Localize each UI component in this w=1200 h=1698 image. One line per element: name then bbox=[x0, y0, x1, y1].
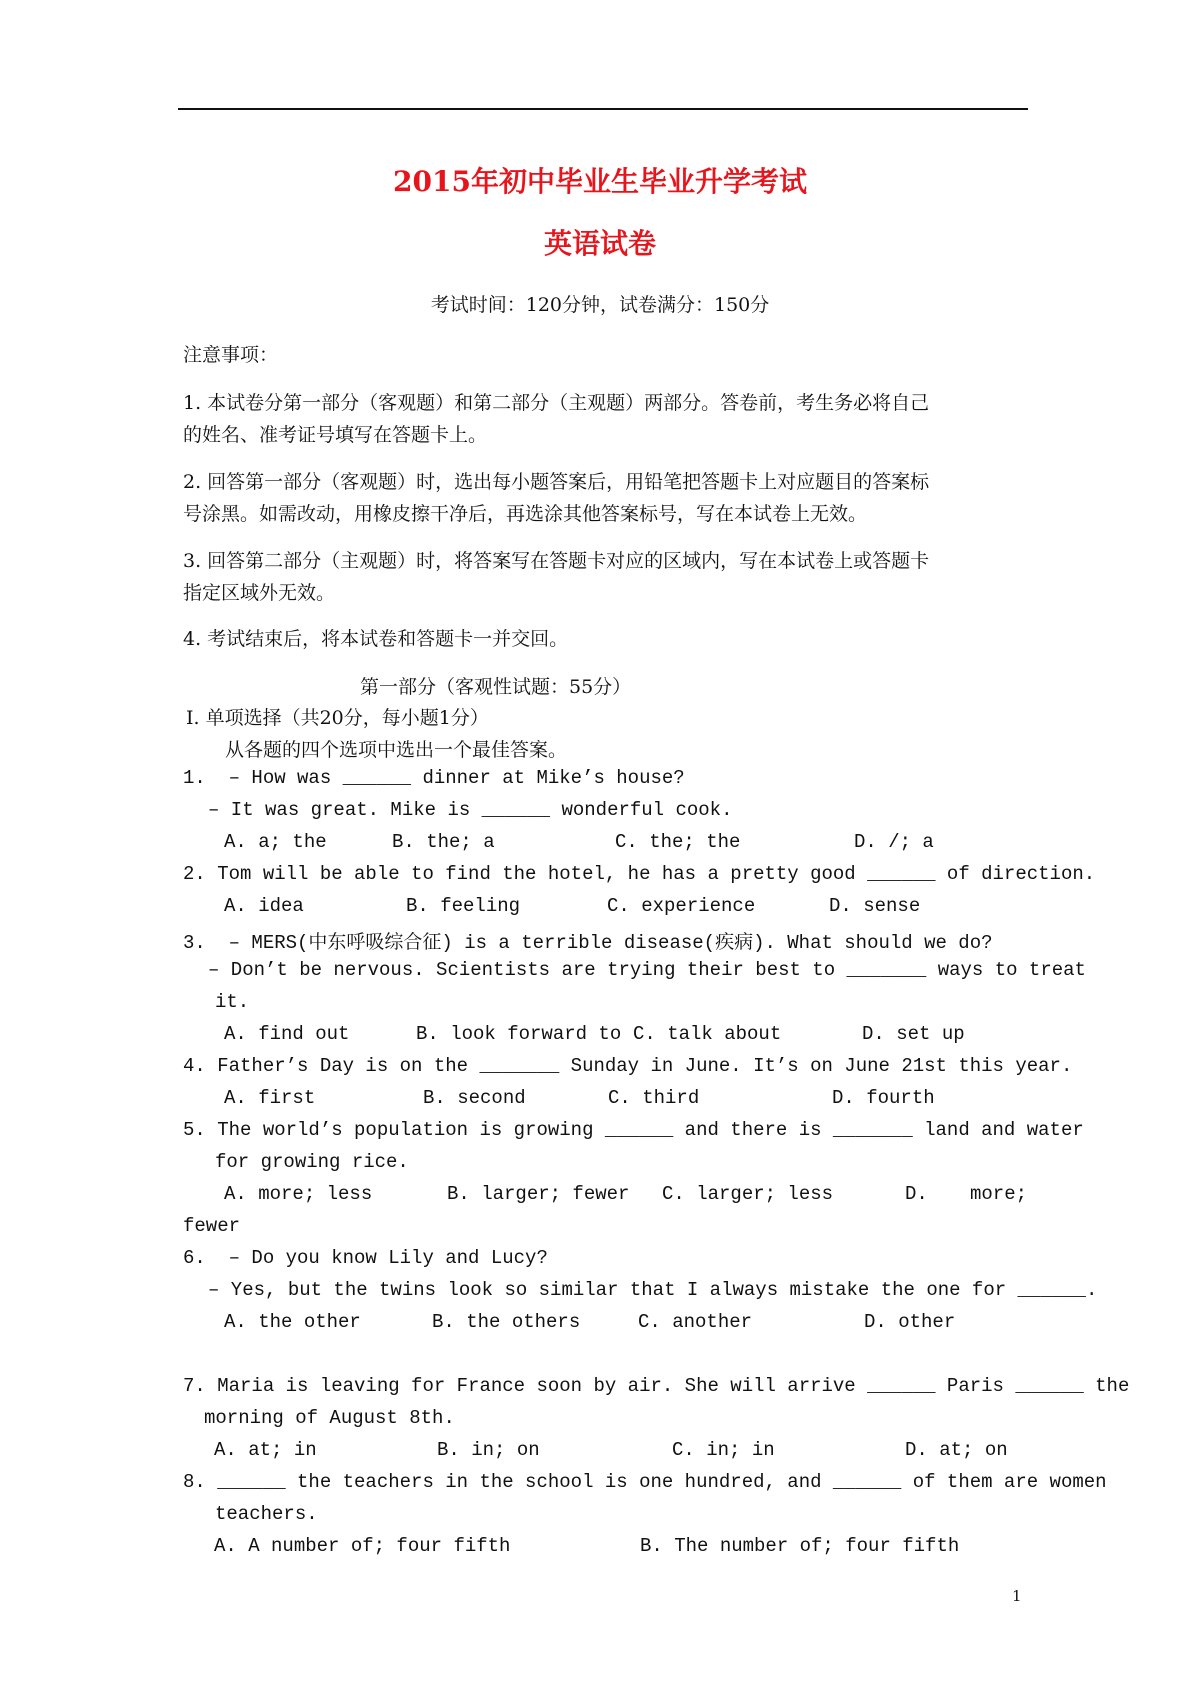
q6-option-d: D. other bbox=[864, 1311, 956, 1333]
q4-option-a: A. first bbox=[224, 1087, 316, 1109]
exam-subject-title: 英语试卷 bbox=[543, 227, 656, 260]
q6-line1: 6. – Do you know Lily and Lucy? bbox=[183, 1247, 548, 1269]
q6-line2: – Yes, but the twins look so similar that I always mistake the one for ______. bbox=[208, 1279, 1098, 1301]
q2-option-b: B. feeling bbox=[406, 895, 521, 917]
q7-option-a: A. at; in bbox=[214, 1439, 317, 1461]
q2-option-d: D. sense bbox=[829, 895, 921, 917]
q3-line1: 3. – MERS(中东呼吸综合征) is a terrible disease(疾病). What should we do? bbox=[183, 932, 993, 954]
q1-line1: 1. – How was ______ dinner at Mike’s house? bbox=[183, 767, 685, 789]
q6-option-c: C. another bbox=[638, 1311, 753, 1333]
q7-option-b: B. in; on bbox=[437, 1439, 540, 1461]
q8-line2: teachers. bbox=[215, 1503, 318, 1525]
q5-option-d-word: more; bbox=[970, 1183, 1028, 1205]
header-rule bbox=[178, 108, 1028, 110]
q3-line3: it. bbox=[215, 991, 250, 1013]
q5-option-a: A. more; less bbox=[224, 1183, 373, 1205]
q1-option-d: D. /; a bbox=[854, 831, 934, 853]
q7-option-c: C. in; in bbox=[672, 1439, 775, 1461]
q5-line1: 5. The world’s population is growing ______ and there is _______ land and water bbox=[183, 1119, 1084, 1141]
q1-option-c: C. the; the bbox=[615, 831, 741, 853]
note-2-line1: 2. 回答第一部分（客观题）时，选出每小题答案后，用铅笔把答题卡上对应题目的答案标 bbox=[183, 471, 930, 493]
q5-line4: fewer bbox=[183, 1215, 241, 1237]
q6-option-a: A. the other bbox=[224, 1311, 361, 1333]
q5-option-b: B. larger; fewer bbox=[447, 1183, 630, 1205]
q7-option-d: D. at; on bbox=[905, 1439, 1008, 1461]
q1-line2: – It was great. Mike is ______ wonderful cook. bbox=[208, 799, 733, 821]
q5-line2: for growing rice. bbox=[215, 1151, 409, 1173]
note-3-line2: 指定区域外无效。 bbox=[183, 582, 336, 604]
q6-option-b: B. the others bbox=[432, 1311, 581, 1333]
q4-line1: 4. Father’s Day is on the _______ Sunday in June. It’s on June 21st this year. bbox=[183, 1055, 1073, 1077]
q2-line1: 2. Tom will be able to find the hotel, he has a pretty good ______ of direction. bbox=[183, 863, 1096, 885]
q1-option-b: B. the; a bbox=[392, 831, 495, 853]
q8-option-a: A. A number of; four fifth bbox=[214, 1535, 511, 1557]
q3-option-d: D. set up bbox=[862, 1023, 965, 1045]
exam-info: 考试时间：120分钟，试卷满分：150分 bbox=[430, 294, 770, 316]
q8-option-b: B. The number of; four fifth bbox=[640, 1535, 960, 1557]
section-instruction: 从各题的四个选项中选出一个最佳答案。 bbox=[225, 739, 568, 761]
note-2-line2: 号涂黑。如需改动，用橡皮擦干净后，再选涂其他答案标号，写在本试卷上无效。 bbox=[183, 503, 868, 525]
part1-heading: 第一部分（客观性试题：55分） bbox=[360, 676, 632, 698]
q4-option-b: B. second bbox=[423, 1087, 526, 1109]
exam-title: 2015年初中毕业生毕业升学考试 bbox=[393, 165, 807, 198]
q5-option-c: C. larger; less bbox=[662, 1183, 834, 1205]
q3-option-a: A. find out bbox=[224, 1023, 350, 1045]
q3-option-c: C. talk about bbox=[633, 1023, 782, 1045]
q4-option-c: C. third bbox=[608, 1087, 700, 1109]
page-number: 1 bbox=[1012, 1587, 1022, 1605]
q7-line2: morning of August 8th. bbox=[204, 1407, 455, 1429]
q8-line1: 8. ______ the teachers in the school is one hundred, and ______ of them are women bbox=[183, 1471, 1107, 1493]
section-title: Ⅰ. 单项选择（共20分，每小题1分） bbox=[186, 707, 489, 729]
note-1-line1: 1. 本试卷分第一部分（客观题）和第二部分（主观题）两部分。答卷前，考生务必将自己 bbox=[183, 392, 930, 414]
q2-option-c: C. experience bbox=[607, 895, 756, 917]
q1-option-a: A. a; the bbox=[224, 831, 327, 853]
note-3-line1: 3. 回答第二部分（主观题）时，将答案写在答题卡对应的区域内，写在本试卷上或答题卡 bbox=[183, 550, 930, 572]
q3-option-b: B. look forward to bbox=[416, 1023, 622, 1045]
note-4-line1: 4. 考试结束后，将本试卷和答题卡一并交回。 bbox=[183, 628, 569, 650]
q4-option-d: D. fourth bbox=[832, 1087, 935, 1109]
q7-line1: 7. Maria is leaving for France soon by air. She will arrive ______ Paris ______ the bbox=[183, 1375, 1130, 1397]
q5-option-d: D. bbox=[905, 1183, 928, 1205]
q2-option-a: A. idea bbox=[224, 895, 304, 917]
q3-line2: – Don’t be nervous. Scientists are trying their best to _______ ways to treat bbox=[208, 959, 1086, 981]
notes-heading: 注意事项： bbox=[183, 344, 279, 366]
note-1-line2: 的姓名、准考证号填写在答题卡上。 bbox=[183, 424, 488, 446]
